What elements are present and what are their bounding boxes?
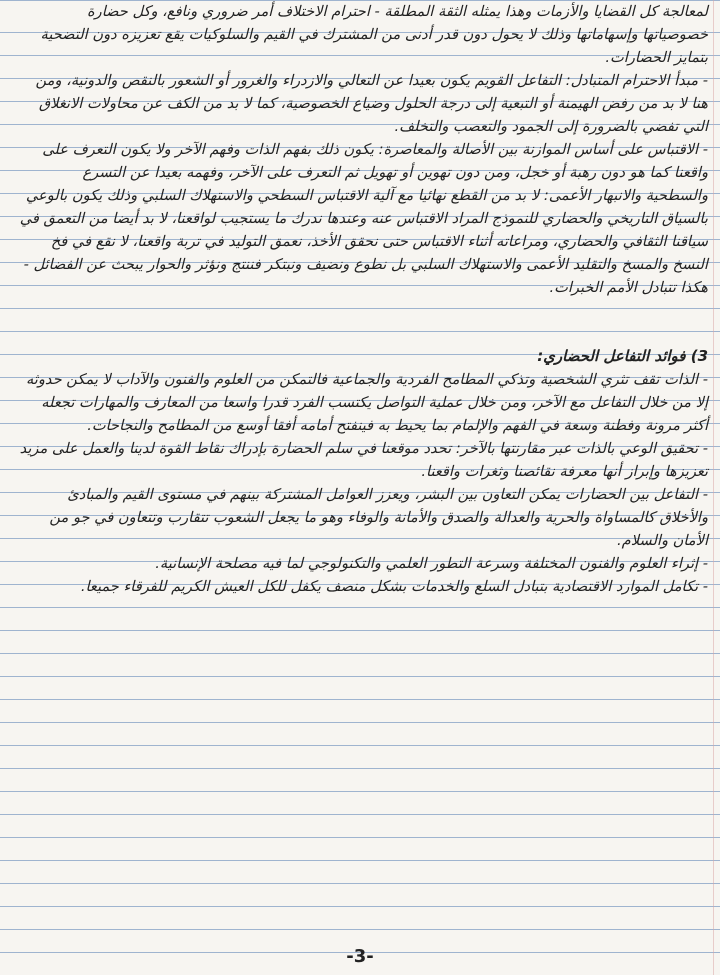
page-number: -3- [346, 946, 374, 967]
paragraph-benefit-self-awareness: - تحقيق الوعي بالذات عبر مقارنتها بالآخر: تحدد موقعنا في سلم الحضارة بإدراك نقاط القوة لدينا والعمل على مزيد تعزيزها وإبراز أنها معرفة نقائصنا وثغرات واقعنا. [19, 440, 708, 480]
paragraph-mutual-respect: - مبدأ الاحترام المتبادل: التفاعل القويم يكون بعيدا عن التعالي والازدراء والغرور أو الشعور بالنقص والدونية، ومن هنا لا بد من رفض الهيمنة أو التبعية إلى درجة الحلول وضياع الخصوصية، كما لا بد من الكف عن محاولات الانغلاق التي تفضي بالضرورة إلى الجمود والتعصب والتخلف. [35, 72, 708, 135]
handwritten-text [18, 0, 708, 598]
paragraph-benefit-enrich-self: - الذات تقف تثري الشخصية وتذكي المطامح الفردية والجماعية فالتمكن من العلوم والفنون والآداب لا يمكن حدوثه إلا من خلال التفاعل مع الآخر، ومن خلال عملية التواصل يكتسب الفرد قدرا واسعا من المعارف والمهارات تجعله أكثر مرونة وفطنة وسعة في الفهم والإلمام بما يحيط به فينفتح أمامه أفقا أوسع من المطامح والنجاحات. [25, 371, 708, 434]
paragraph-benefit-economy: - تكامل الموارد الاقتصادية بتبادل السلع والخدمات بشكل منصف يكفل للكل العيش الكريم للفرقاء جميعا. [80, 578, 708, 595]
blank-lines [18, 299, 708, 345]
paragraph-benefit-cooperation: - التفاعل بين الحضارات يمكن التعاون بين البشر، ويعزز العوامل المشتركة بينهم في مستوى القيم والمبادئ والأخلاق كالمساواة والحرية والعدالة والصدق والأمانة والوفاء وهو ما يجعل الشعوب تتقارب وتتعاون في جو من الأمان والسلام. [49, 486, 708, 549]
section-heading-benefits: 3) فوائد التفاعل الحضاري: [537, 347, 708, 365]
paragraph-balanced-borrowing: - الاقتباس على أساس الموازنة بين الأصالة والمعاصرة: يكون ذلك بفهم الذات وفهم الآخر ولا يكون التعرف على واقعنا كما هو دون رهبة أو خجل، ومن دون تهوين أو تهويل ثم التعرف على الآخر، وفهمه بعيدا عن التسرع والسطحية والانبهار الأعمى: لا بد من القطع نهائيا مع آلية الاقتباس السطحي والاستهلاك السلبي وذلك يكون بالوعي بالسياق التاريخي والحضاري للنموذج المراد الاقتباس عنه وعندها ندرك ما يستجيب لواقعنا، لا بد أيضا من التعمق في سياقنا الثقافي والحضاري، ومراعاته أثناء الاقتباس حتى نحقق الأخذ، نعمق التوليد في تربة واقعنا، لا نقع في فخ النسخ والمسخ والتقليد الأعمى والاستهلاك السلبي بل نطوع ونضيف ونبتكر فننتج ونؤثر والحوار يبحث عن الفضائل - هكذا تتبادل الأمم الخبرات. [19, 141, 708, 296]
paragraph-respect-difference: لمعالجة كل القضايا والأزمات وهذا يمثله الثقة المطلقة - احترام الاختلاف أمر ضروري ونافع، وكل حضارة خصوصياتها وإسهاماتها وذلك لا يحول دون قدر أدنى من المشترك في القيم والسلوكيات يقع تعزيزه دون التضحية بتمايز الحضارات. [40, 3, 708, 66]
paragraph-benefit-sciences: - إثراء العلوم والفنون المختلفة وسرعة التطور العلمي والتكنولوجي لما فيه مصلحة الإنسانية. [155, 555, 708, 572]
page-margin-line [713, 0, 714, 975]
